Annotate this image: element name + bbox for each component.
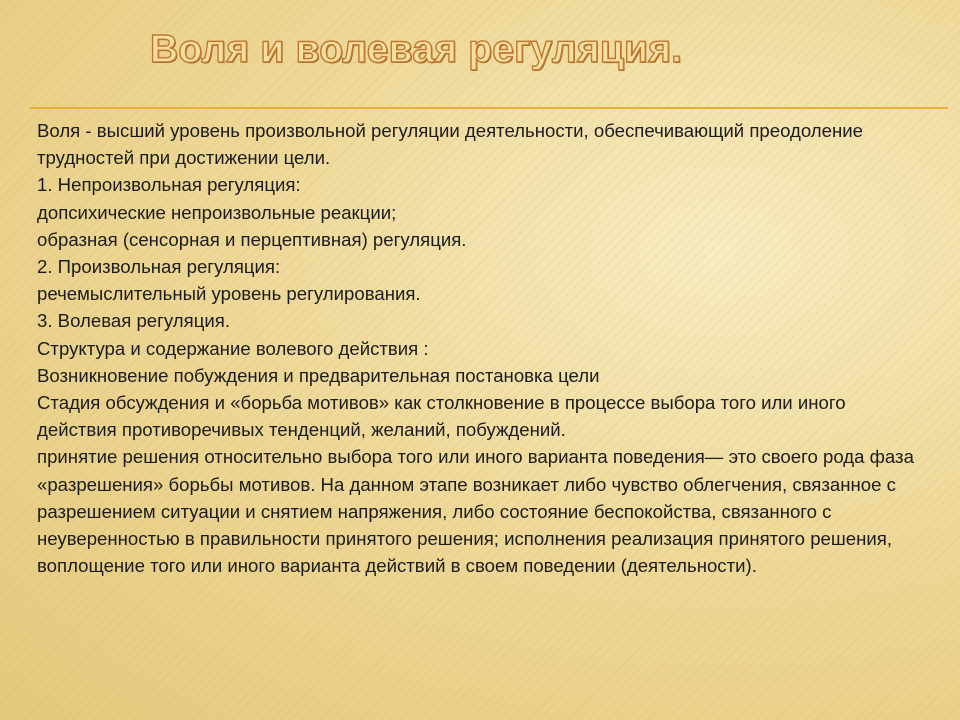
paragraph-prepsychic-reactions: допсихические непроизвольные реакции; — [37, 201, 397, 223]
title-divider — [30, 107, 948, 109]
paragraph-motive-emergence: Возникновение побуждения и предварительная постановка цели — [37, 364, 600, 386]
paragraph-motive-struggle: Стадия обсуждения и «борьба мотивов» как столкновение в процессе выбора того или иного действия противоречивых тенденций, желаний, побуждений. — [37, 392, 846, 441]
paragraph-voluntary-heading: 2. Произвольная регуляция: — [37, 256, 281, 278]
paragraph-structure-heading: Структура и содержание волевого действия : — [37, 337, 429, 359]
slide-body — [37, 117, 917, 579]
paragraph-volitional-heading: 3. Волевая регуляция. — [37, 310, 230, 332]
paragraph-definition: Воля - высший уровень произвольной регуляции деятельности, обеспечивающий преодоление трудностей при достижении цели. — [37, 120, 863, 169]
paragraph-speech-thinking-level: речемыслительный уровень регулирования. — [37, 283, 421, 305]
slide-title: Воля и волевая регуляция. — [150, 28, 683, 71]
paragraph-image-regulation: образная (сенсорная и перцептивная) регуляция. — [37, 228, 467, 250]
paragraph-involuntary-heading: 1. Непроизвольная регуляция: — [37, 174, 301, 196]
paragraph-decision-making: принятие решения относительно выбора того или иного варианта поведения— это своего рода фаза «разрешения» борьбы мотивов. На данном этапе возникает либо чувство облегчения, связанное с разрешением ситуации и снятием напряжения, либо состояние беспокойства, связанного с неуверенностью в правильности принятого решения; исполнения реализация принятого решения, воплощение того или иного варианта действий в своем поведении (деятельности). — [37, 446, 914, 577]
